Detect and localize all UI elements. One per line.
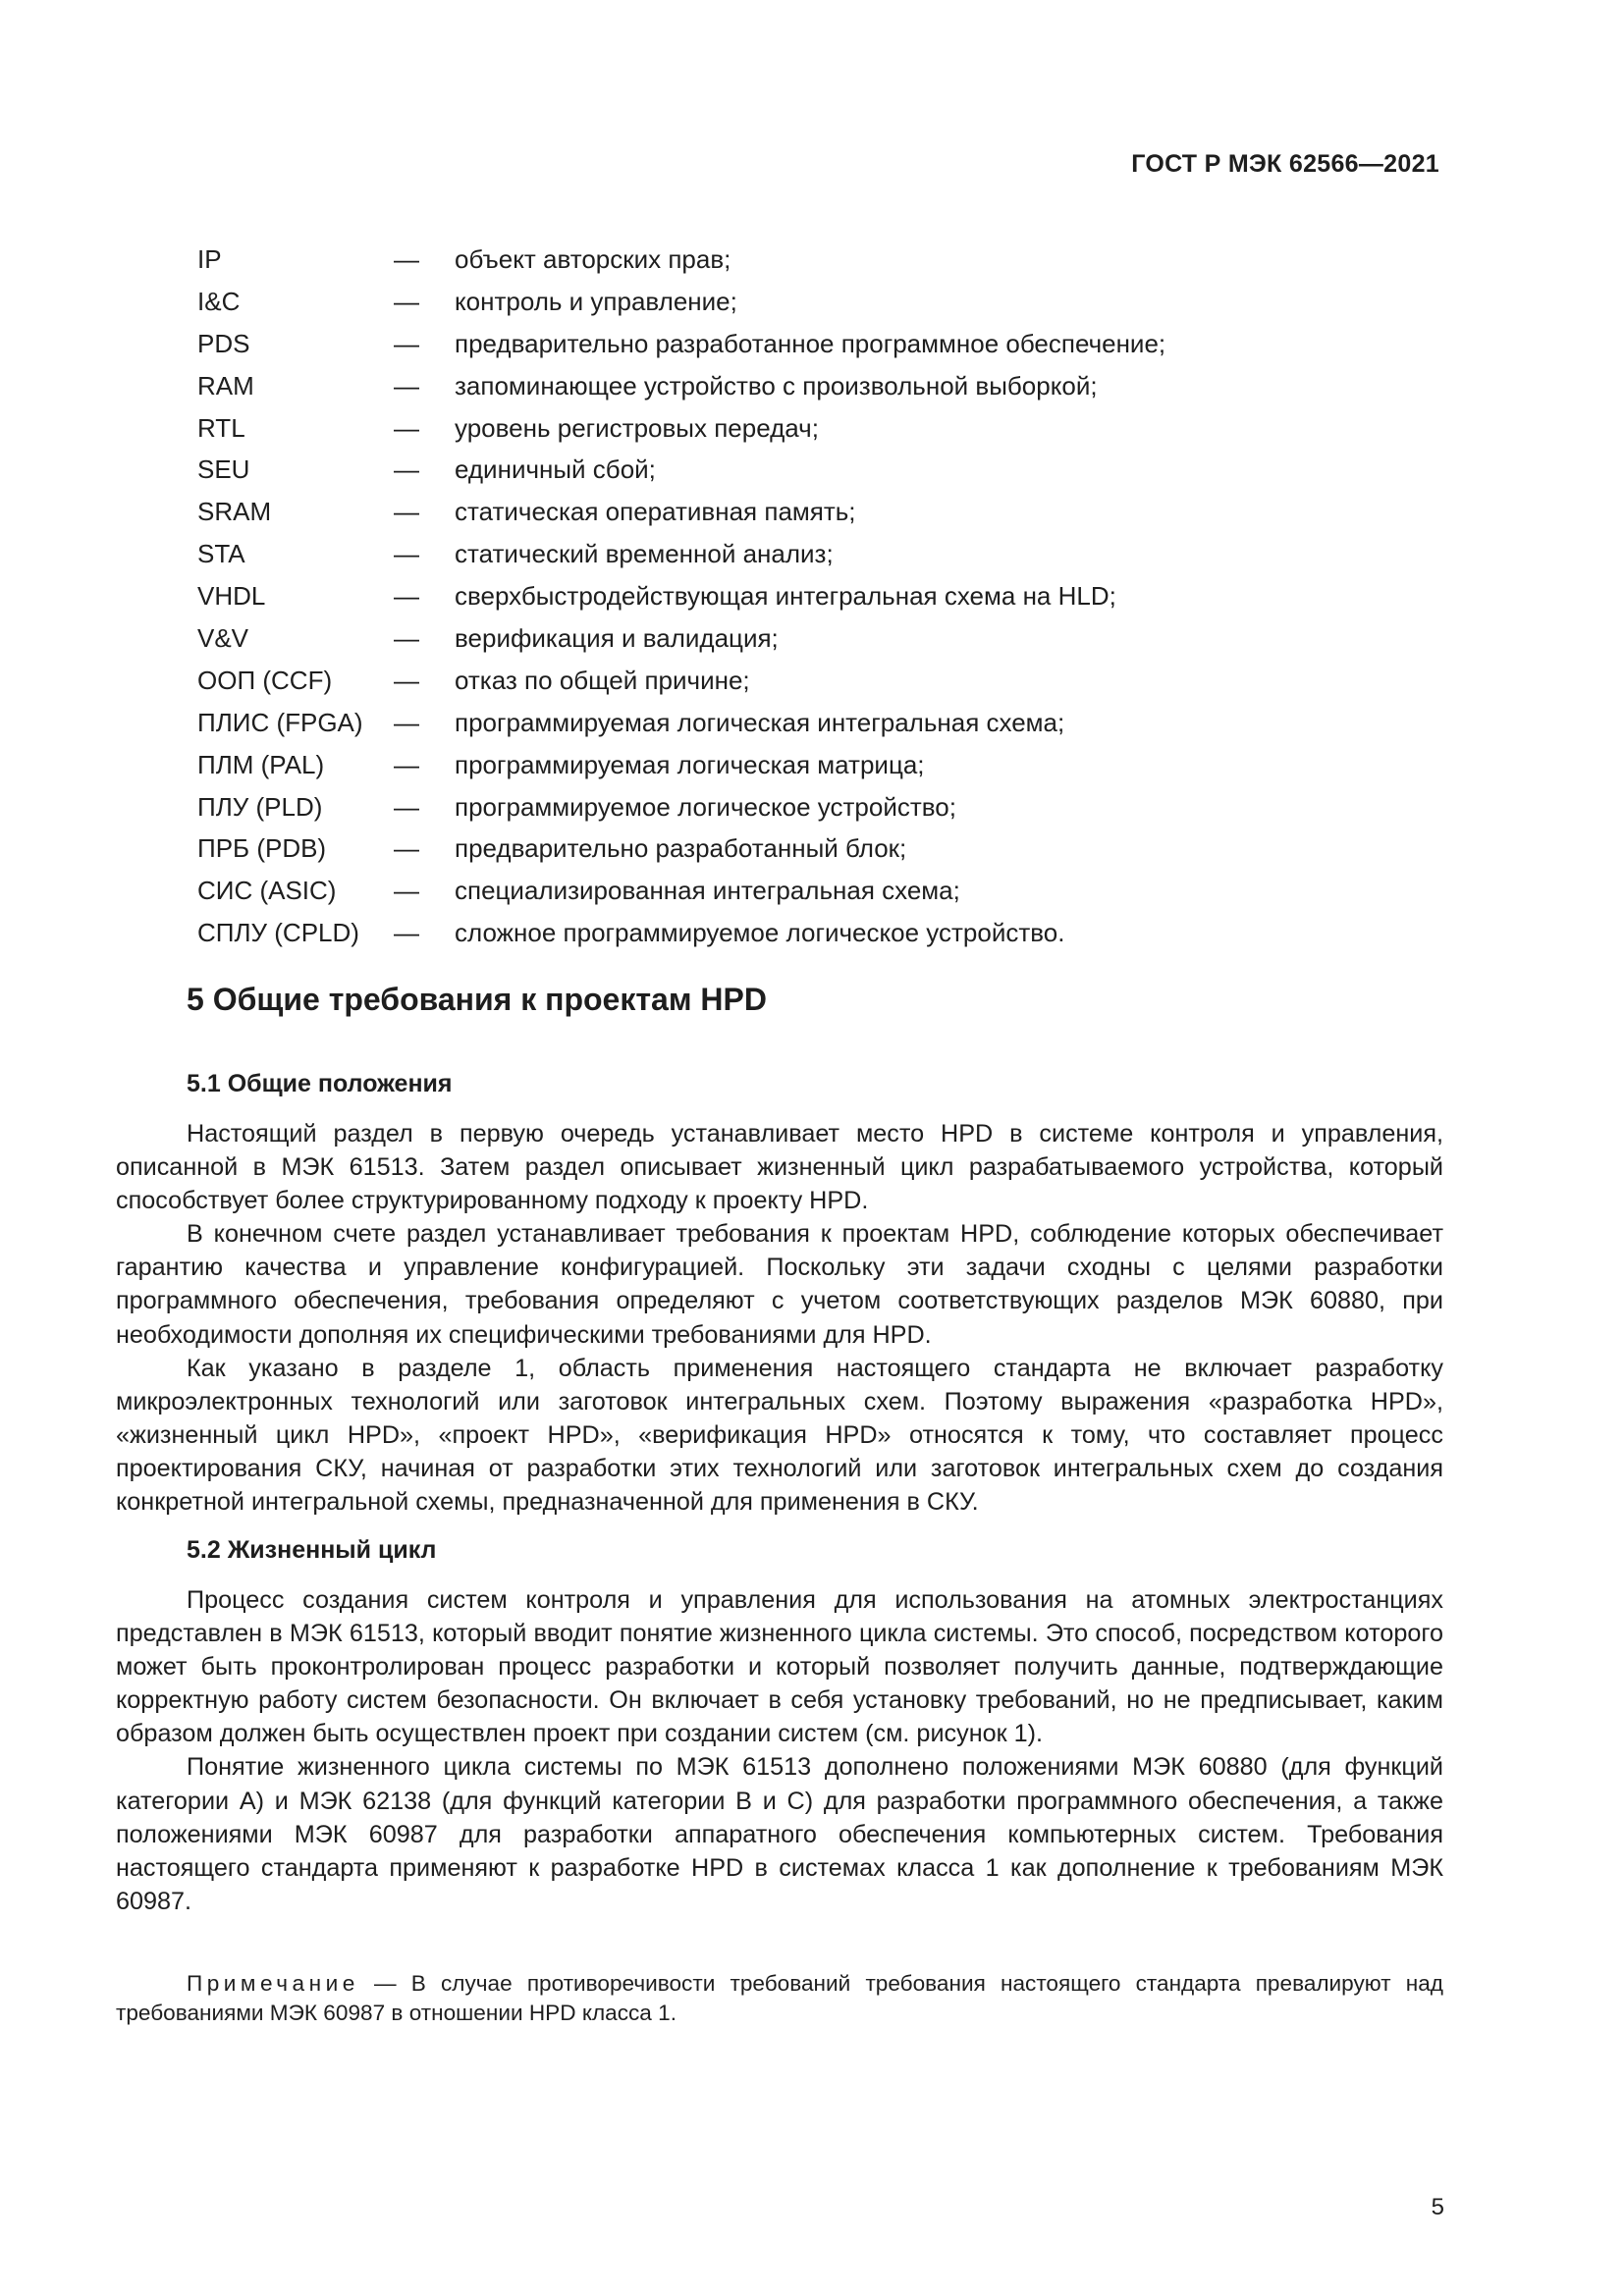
- abbreviation-row: [197, 239, 1454, 281]
- subsection-5-1-title: 5.1 Общие положения: [187, 1070, 453, 1097]
- abbreviation-row: [197, 828, 1454, 870]
- subsection-5-2-title: 5.2 Жизненный цикл: [187, 1536, 437, 1564]
- abbreviation-dash: —: [394, 918, 419, 948]
- document-id-header: ГОСТ Р МЭК 62566—2021: [1131, 150, 1439, 178]
- abbreviation-dash: —: [394, 707, 419, 737]
- abbreviation-term: I&C: [197, 286, 241, 316]
- page-number: 5: [1431, 2194, 1444, 2220]
- abbreviation-term: V&V: [197, 622, 249, 653]
- abbreviation-definition: единичный сбой;: [455, 454, 656, 485]
- abbreviation-definition: программируемое логическое устройство;: [455, 791, 956, 822]
- abbreviation-dash: —: [394, 497, 419, 527]
- abbreviation-definition: сверхбыстродействующая интегральная схема на HLD;: [455, 581, 1116, 612]
- abbreviation-dash: —: [394, 581, 419, 612]
- abbreviation-row: [197, 617, 1454, 660]
- abbreviation-list: [197, 239, 1454, 954]
- abbreviation-definition: объект авторских прав;: [455, 243, 731, 274]
- abbreviation-row: [197, 491, 1454, 533]
- abbreviation-definition: контроль и управление;: [455, 286, 737, 316]
- abbreviation-term: SRAM: [197, 497, 272, 527]
- paragraph: В конечном счете раздел устанавливает требования к проектам HPD, соблюдение которых обеспечивает гарантию качества и управление конфигурацией. Поскольку эти задачи сходны с целями разработки программного обеспечения, требования определяют с учетом соответствующих разделов МЭК 60880, при необходимости дополняя их специфическими требованиями для HPD.: [116, 1220, 1443, 1349]
- abbreviation-row: [197, 449, 1454, 491]
- abbreviation-definition: отказ по общей причине;: [455, 665, 750, 695]
- abbreviation-definition: предварительно разработанное программное обеспечение;: [455, 328, 1166, 358]
- abbreviation-term: IP: [197, 243, 222, 274]
- abbreviation-dash: —: [394, 370, 419, 400]
- abbreviation-dash: —: [394, 833, 419, 864]
- abbreviation-term: ПЛИС (FPGA): [197, 707, 363, 737]
- abbreviation-definition: уровень регистровых передач;: [455, 412, 819, 443]
- abbreviation-row: [197, 660, 1454, 702]
- section-5-title: 5 Общие требования к проектам HPD: [187, 982, 767, 1017]
- abbreviation-term: RAM: [197, 370, 254, 400]
- abbreviation-term: ПРБ (PDB): [197, 833, 327, 864]
- abbreviation-dash: —: [394, 665, 419, 695]
- abbreviation-dash: —: [394, 454, 419, 485]
- abbreviation-definition: статический временной анализ;: [455, 539, 834, 569]
- abbreviation-row: [197, 912, 1454, 954]
- abbreviation-row: [197, 281, 1454, 323]
- abbreviation-term: PDS: [197, 328, 250, 358]
- abbreviation-term: ПЛУ (PLD): [197, 791, 323, 822]
- note-label: Примечание: [187, 1971, 359, 1996]
- abbreviation-term: ПЛМ (PAL): [197, 749, 325, 779]
- abbreviation-definition: предварительно разработанный блок;: [455, 833, 907, 864]
- abbreviation-dash: —: [394, 791, 419, 822]
- abbreviation-definition: специализированная интегральная схема;: [455, 876, 960, 906]
- abbreviation-row: [197, 870, 1454, 912]
- abbreviation-dash: —: [394, 243, 419, 274]
- abbreviation-row: [197, 323, 1454, 365]
- abbreviation-dash: —: [394, 286, 419, 316]
- abbreviation-dash: —: [394, 539, 419, 569]
- paragraph: Понятие жизненного цикла системы по МЭК 61513 дополнено положениями МЭК 60880 (для функций категории А) и МЭК 62138 (для функций категории В и С) для разработки программного обеспечения, а также положениями МЭК 60987 для разработки аппаратного обеспечения компьютерных систем. Требования настоящего стандарта применяют к разработке HPD в системах класса 1 как дополнение к требованиям МЭК 60987.: [116, 1753, 1443, 1915]
- abbreviation-dash: —: [394, 412, 419, 443]
- abbreviation-dash: —: [394, 876, 419, 906]
- paragraph: Как указано в разделе 1, область применения настоящего стандарта не включает разработку микроэлектронных технологий или заготовок интегральных схем. Поэтому выражения «разработка HPD», «жизненный цикл HPD», «проект HPD», «верификация HPD» относятся к тому, что составляет процесс проектирования СКУ, начиная от разработки этих технологий или заготовок интегральных схем до создания конкретной интегральной схемы, предназначенной для применения в СКУ.: [116, 1354, 1443, 1517]
- abbreviation-term: СИС (ASIC): [197, 876, 337, 906]
- abbreviation-dash: —: [394, 622, 419, 653]
- paragraph: Процесс создания систем контроля и управления для использования на атомных электростанциях представлен в МЭК 61513, который вводит понятие жизненного цикла системы. Это способ, посредством которого может быть проконтролирован процесс разработки и который позволяет получить данные, подтверждающие корректную работу систем безопасности. Он включает в себя установку требований, но не предписывает, каким образом должен быть осуществлен проект при создании систем (см. рисунок 1).: [116, 1586, 1443, 1748]
- abbreviation-term: STA: [197, 539, 245, 569]
- abbreviation-definition: сложное программируемое логическое устройство.: [455, 918, 1065, 948]
- paragraph: Настоящий раздел в первую очередь устанавливает место HPD в системе контроля и управления, описанной в МЭК 61513. Затем раздел описывает жизненный цикл разрабатываемого устройства, который способствует более структурированному подходу к проекту HPD.: [116, 1120, 1443, 1215]
- abbreviation-row: [197, 407, 1454, 450]
- abbreviation-term: ООП (CCF): [197, 665, 333, 695]
- abbreviation-definition: программируемая логическая матрица;: [455, 749, 925, 779]
- subsection-5-2-body: [116, 1583, 1443, 1918]
- abbreviation-definition: запоминающее устройство с произвольной выборкой;: [455, 370, 1098, 400]
- abbreviation-definition: статическая оперативная память;: [455, 497, 856, 527]
- abbreviation-row: [197, 702, 1454, 744]
- abbreviation-row: [197, 786, 1454, 828]
- note: [116, 1969, 1443, 2028]
- abbreviation-definition: верификация и валидация;: [455, 622, 779, 653]
- abbreviation-dash: —: [394, 328, 419, 358]
- abbreviation-row: [197, 575, 1454, 617]
- subsection-5-1-body: [116, 1117, 1443, 1519]
- abbreviation-term: VHDL: [197, 581, 266, 612]
- abbreviation-row: [197, 365, 1454, 407]
- abbreviation-dash: —: [394, 749, 419, 779]
- abbreviation-row: [197, 533, 1454, 575]
- abbreviation-term: RTL: [197, 412, 245, 443]
- abbreviation-definition: программируемая логическая интегральная схема;: [455, 707, 1065, 737]
- abbreviation-term: SEU: [197, 454, 250, 485]
- note-text: — В случае противоречивости требований требования настоящего стандарта превалируют над требованиями МЭК 60987 в отношении HPD класса 1.: [116, 1971, 1443, 2025]
- abbreviation-term: СПЛУ (CPLD): [197, 918, 359, 948]
- abbreviation-row: [197, 744, 1454, 786]
